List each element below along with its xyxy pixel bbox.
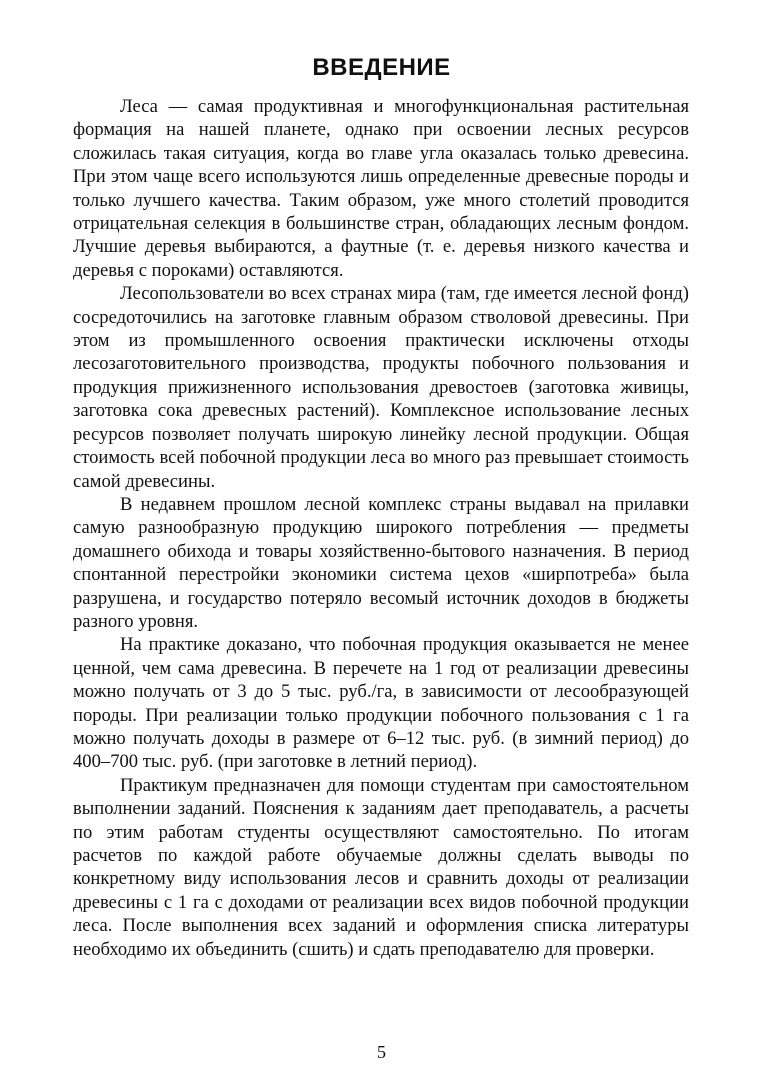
page-number: 5 xyxy=(377,1042,386,1062)
paragraph-1: Леса — самая продуктивная и многофункциональная растительная формация на нашей планете, однако при освоении лесных ресурсов сложилась такая ситуация, когда во главе угла оказалась только древесина. При этом чаще всего используются лишь определенные древесные породы и только лучшего качества. Таким образом, уже много столетий проводится отрицательная селекция в большинстве стран, обладающих лесным фондом. Лучшие деревья выбираются, а фаутные (т. е. деревья низкого качества и деревья с пороками) оставляются. xyxy=(73,96,689,281)
paragraph-4: На практике доказано, что побочная продукция оказывается не менее ценной, чем сама древесина. В перечете на 1 год от реализации древесины можно получать от 3 до 5 тыс. руб./га, в зависимости от лесообразующей породы. При реализации только продукции побочного пользования с 1 га можно получать доходы в размере от 6–12 тыс. руб. (в зимний период) до 400–700 тыс. руб. (при заготовке в летний период). xyxy=(73,634,689,773)
page-title: ВВЕДЕНИЕ xyxy=(312,54,451,81)
paragraph-5: Практикум предназначен для помощи студентам при самостоятельном выполнении заданий. Пояснения к заданиям дает преподаватель, а расчеты по этим работам студенты осуществляют самостоятельно. По итогам расчетов по каждой работе обучаемые должны сделать выводы по конкретному виду использования лесов и сравнить доходы от реализации древесины с 1 га с доходами от реализации всех видов побочной продукции леса. После выполнения всех заданий и оформления списка литературы необходимо их объединить (сшить) и сдать преподавателю для проверки. xyxy=(73,774,689,960)
paragraph-3: В недавнем прошлом лесной комплекс страны выдавал на прилавки самую разнообразную продукцию широкого потребления — предметы домашнего обихода и товары хозяйственно-бытового назначения. В период спонтанной перестройки экономики система цехов «ширпотреба» была разрушена, и государство потеряло весомый источник доходов в бюджеты разного уровня. xyxy=(73,493,689,632)
body-text xyxy=(73,95,689,961)
paragraph-2: Лесопользователи во всех странах мира (там, где имеется лесной фонд) сосредоточились на заготовке главным образом стволовой древесины. При этом из промышленного освоения практически исключены отходы лесозаготовительного производства, продукты побочного пользования и продукция прижизненного использования древостоев (заготовка живицы, заготовка сока древесных растений). Комплексное использование лесных ресурсов позволяет получать широкую линейку лесной продукции. Общая стоимость всей побочной продукции леса во много раз превышает стоимость самой древесины. xyxy=(73,283,689,492)
